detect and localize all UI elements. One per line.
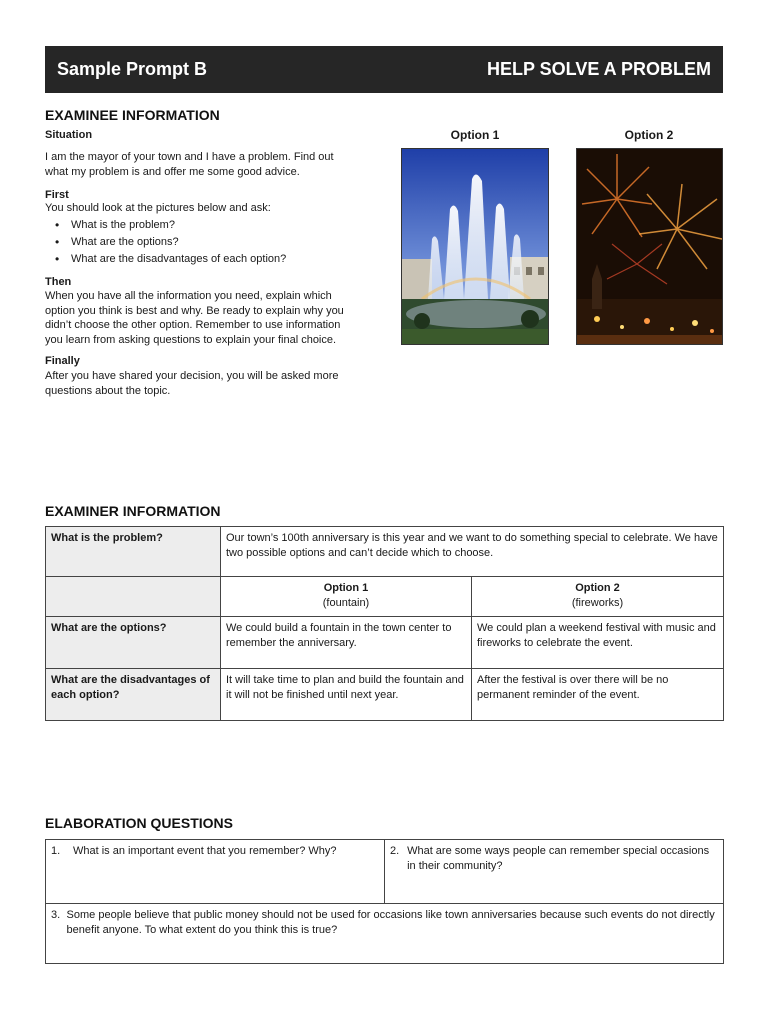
list-item: • What are the disadvantages of each option? bbox=[71, 251, 286, 268]
examiner-heading: EXAMINER INFORMATION bbox=[45, 503, 221, 519]
option2-label: Option 2 bbox=[624, 128, 674, 142]
task-title: HELP SOLVE A PROBLEM bbox=[486, 59, 711, 79]
fireworks-photo bbox=[576, 148, 723, 345]
option1-label: Option 1 bbox=[450, 128, 500, 142]
prompt-title: Sample Prompt B bbox=[57, 59, 208, 79]
situation-text: I am the mayor of your town and I have a problem. Find out what my problem is and offer me some good advice. bbox=[45, 151, 334, 178]
question-list bbox=[45, 217, 286, 268]
elaboration-heading: ELABORATION QUESTIONS bbox=[45, 815, 233, 831]
question-2-text: What are some ways people can remember special occasions in their community? bbox=[407, 845, 710, 872]
option1-head: Option 1 bbox=[323, 582, 369, 594]
option2-text: We could plan a weekend festival with music and fireworks to celebrate the event. bbox=[472, 617, 724, 669]
question-1-text: What is an important event that you remember? Why? bbox=[73, 845, 337, 857]
finally-text: After you have shared your decision, you will be asked more questions about the topic. bbox=[45, 370, 339, 397]
table-row bbox=[46, 904, 724, 964]
fireworks-image bbox=[577, 149, 723, 345]
question-3-text: Some people believe that public money should not be used for occasions like town anniversaries because such events do not directly benefit anyone. To what extent do you think this is true? bbox=[66, 909, 715, 936]
table-row bbox=[46, 527, 724, 577]
table-row bbox=[46, 617, 724, 669]
page-header bbox=[45, 46, 723, 93]
question-1-number: 1. bbox=[51, 845, 61, 857]
option2-head: Option 2 bbox=[575, 582, 620, 594]
option1-text: We could build a fountain in the town center to remember the anniversary. bbox=[221, 617, 472, 669]
then-label: Then bbox=[45, 276, 72, 288]
then-text: When you have all the information you need, explain which option you think is best and why. Be ready to explain why you didn’t choose the other option. Remember to use information you learn from asking questions to explain your final choice. bbox=[45, 290, 344, 346]
table-row bbox=[46, 577, 724, 617]
option1-header bbox=[221, 577, 472, 617]
fountain-image bbox=[402, 149, 549, 345]
table-row bbox=[46, 840, 724, 904]
option2-sub: (fireworks) bbox=[571, 596, 624, 609]
table-row bbox=[46, 669, 724, 721]
elaboration-table bbox=[45, 839, 724, 964]
disadvantage2-text: After the festival is over there will be no permanent reminder of the event. bbox=[472, 669, 724, 721]
options-label: What are the options? bbox=[46, 617, 221, 669]
question-2-number: 2. bbox=[390, 845, 400, 857]
list-item: • What are the options? bbox=[71, 234, 286, 251]
list-item: • What is the problem? bbox=[71, 217, 286, 234]
question-2 bbox=[385, 840, 724, 904]
examinee-heading: EXAMINEE INFORMATION bbox=[45, 107, 220, 123]
first-text: You should look at the pictures below and ask: bbox=[45, 202, 271, 214]
question-1 bbox=[46, 840, 385, 904]
empty-cell bbox=[46, 577, 221, 617]
first-label: First bbox=[45, 189, 69, 201]
question-3 bbox=[46, 904, 724, 964]
situation-label: Situation bbox=[45, 129, 93, 141]
finally-label: Finally bbox=[45, 355, 80, 367]
examiner-table bbox=[45, 526, 724, 721]
fountain-photo bbox=[401, 148, 549, 345]
problem-text: Our town’s 100th anniversary is this year and we want to do something special to celebrate. We have two possible options and can’t decide which to choose. bbox=[221, 527, 724, 577]
disadvantage1-text: It will take time to plan and build the fountain and it will not be finished until next year. bbox=[221, 669, 472, 721]
option2-header bbox=[472, 577, 724, 617]
option1-sub: (fountain) bbox=[322, 596, 370, 609]
disadvantages-label: What are the disadvantages of each option? bbox=[46, 669, 221, 721]
problem-label: What is the problem? bbox=[46, 527, 221, 577]
question-3-number: 3. bbox=[51, 909, 61, 921]
